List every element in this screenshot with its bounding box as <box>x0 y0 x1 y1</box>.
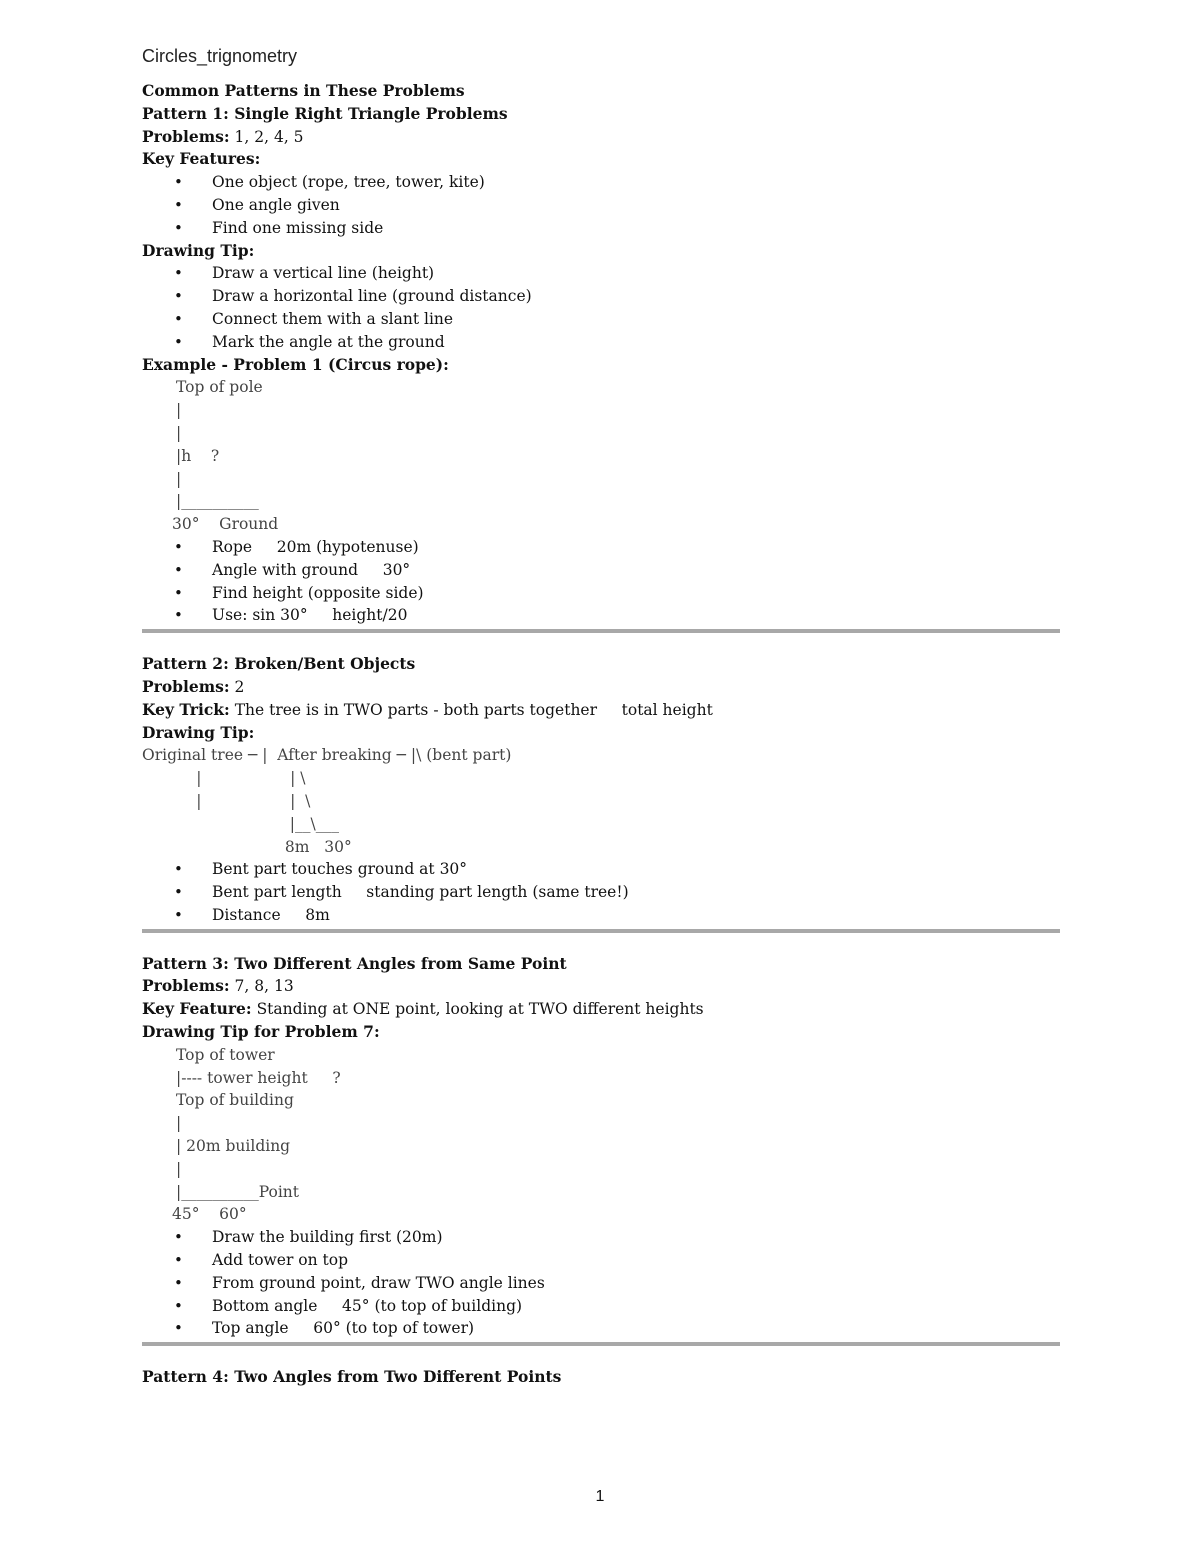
pattern2-title: Pattern 2: Broken/Bent Objects <box>142 654 416 674</box>
pattern2-trick <box>142 699 1060 722</box>
diagram-line: 45° 60° <box>172 1205 247 1224</box>
list-item: • Rope 20m (hypotenuse) <box>142 536 1060 559</box>
trick-label: Key Trick: <box>142 699 230 719</box>
intro-heading: Common Patterns in These Problems <box>142 81 465 100</box>
pattern2-diagram <box>142 744 1060 858</box>
list-item: • Bottom angle 45° (to top of building) <box>142 1295 1060 1318</box>
pattern3-problems <box>142 975 1060 998</box>
diagram-line: 8m 30° <box>142 837 352 856</box>
diagram-line: Top of building <box>176 1091 294 1110</box>
page-number: 1 <box>595 1488 605 1505</box>
pattern3-feature <box>142 998 1060 1021</box>
pattern2-points-list <box>142 858 1060 926</box>
section-divider <box>142 629 1060 633</box>
list-item: • From ground point, draw TWO angle lines <box>142 1272 1060 1295</box>
pattern2-tip-label: Drawing Tip: <box>142 722 255 742</box>
diagram-line: | | \ <box>142 769 306 788</box>
list-item: • Draw a horizontal line (ground distance) <box>142 285 1060 308</box>
diagram-line: Top of tower <box>176 1045 275 1064</box>
problems-label: Problems: <box>142 676 230 696</box>
diagram-line: | <box>176 1159 182 1178</box>
diagram-line: |__________Point <box>176 1182 300 1201</box>
list-item: • Connect them with a slant line <box>142 308 1060 331</box>
section-divider <box>142 1342 1060 1346</box>
pattern1-diagram <box>142 376 1060 536</box>
diagram-line: Top of pole <box>176 378 263 397</box>
pattern1-problems <box>142 126 1060 149</box>
list-item: • Add tower on top <box>142 1249 1060 1272</box>
pattern3-title: Pattern 3: Two Different Angles from Same Point <box>142 953 567 973</box>
list-item: • Draw a vertical line (height) <box>142 262 1060 285</box>
list-item: • One angle given <box>142 194 1060 217</box>
diagram-line: Original tree ─ | After breaking ─ |\ (bent part) <box>142 746 512 765</box>
problems-value: 1, 2, 4, 5 <box>229 127 304 146</box>
list-item: • Bent part length standing part length (same tree!) <box>142 881 1060 904</box>
list-item: • Angle with ground 30° <box>142 559 1060 582</box>
problems-value: 2 <box>229 677 245 696</box>
diagram-line: |---- tower height ? <box>176 1068 341 1087</box>
list-item: • Bent part touches ground at 30° <box>142 858 1060 881</box>
problems-label: Problems: <box>142 126 230 146</box>
diagram-line: | <box>176 1114 182 1133</box>
feature-label: Key Feature: <box>142 999 252 1019</box>
problems-value: 7, 8, 13 <box>229 977 294 996</box>
page-header: Circles_trignometry <box>142 46 298 66</box>
list-item: • Find one missing side <box>142 217 1060 240</box>
pattern1-example-list <box>142 536 1060 627</box>
pattern1-example-label: Example - Problem 1 (Circus rope): <box>142 354 449 374</box>
diagram-line: | <box>176 469 182 488</box>
pattern1-tips-list <box>142 262 1060 353</box>
diagram-line: |__________ <box>176 492 259 511</box>
problems-label: Problems: <box>142 976 230 996</box>
pattern1-title: Pattern 1: Single Right Triangle Problems <box>142 103 508 123</box>
pattern3-diagram <box>142 1044 1060 1226</box>
list-item: • One object (rope, tree, tower, kite) <box>142 171 1060 194</box>
list-item: • Use: sin 30° height/20 <box>142 604 1060 627</box>
diagram-line: | 20m building <box>176 1137 291 1156</box>
diagram-line: |__\___ <box>142 814 340 833</box>
list-item: • Mark the angle at the ground <box>142 331 1060 354</box>
pattern3-tip-label: Drawing Tip for Problem 7: <box>142 1022 380 1042</box>
trick-value: The tree is in TWO parts - both parts together total height <box>229 700 713 719</box>
diagram-line: | | \ <box>142 791 311 810</box>
feature-value: Standing at ONE point, looking at TWO different heights <box>251 1000 704 1019</box>
pattern1-features-list <box>142 171 1060 239</box>
diagram-line: | <box>176 401 182 420</box>
pattern1-features-label: Key Features: <box>142 149 261 169</box>
list-item: • Distance 8m <box>142 904 1060 927</box>
list-item: • Find height (opposite side) <box>142 582 1060 605</box>
section-divider <box>142 929 1060 933</box>
list-item: • Top angle 60° (to top of tower) <box>142 1317 1060 1340</box>
pattern4-title: Pattern 4: Two Angles from Two Different Points <box>142 1367 562 1387</box>
pattern1-tip-label: Drawing Tip: <box>142 240 255 260</box>
pattern3-points-list <box>142 1226 1060 1340</box>
diagram-line: |h ? <box>176 446 220 465</box>
list-item: • Draw the building first (20m) <box>142 1226 1060 1249</box>
diagram-line: | <box>176 423 182 442</box>
diagram-line: 30° Ground <box>172 515 279 534</box>
pattern2-problems <box>142 676 1060 699</box>
document-body <box>142 80 1060 1389</box>
